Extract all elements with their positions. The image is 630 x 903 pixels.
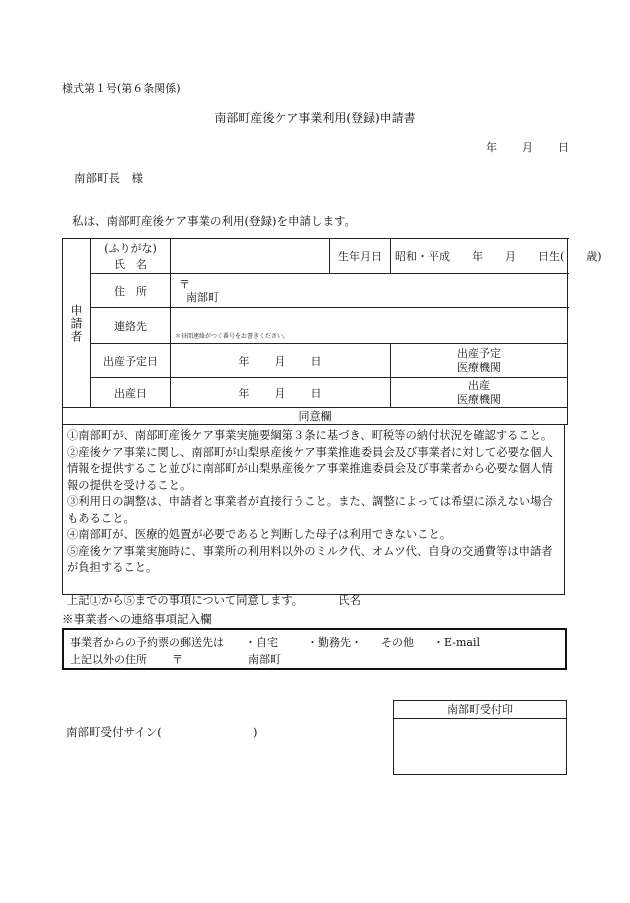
birth-date-field[interactable]: 年 月 日 <box>171 378 391 408</box>
address-label: 住 所 <box>91 274 171 308</box>
postal-mark: 〒 <box>179 277 190 291</box>
dob-field[interactable]: 昭和・平成 年 月 日生( 歳) <box>391 239 568 274</box>
mail-option-other[interactable]: その他 <box>381 636 414 649</box>
mail-destination-line <box>70 634 559 651</box>
form-title: 南部町産後ケア事業利用(登録)申請書 <box>214 111 416 125</box>
consent-header: 同意欄 <box>63 408 568 425</box>
receipt-sign-close: ) <box>253 725 258 739</box>
consent-statement: 上記①から⑤までの事項について同意します。 <box>67 593 304 607</box>
consent-item-2: ②産後ケア事業に関し、南部町が山梨県産後ケア事業推進委員会及び事業者に対して必要な個人情報を提供すること並びに南部町が山梨県産後ケア事業推進委員会及び事業者から必要な個人情報の提供を受けること。 <box>67 445 553 492</box>
receipt-stamp-box <box>393 700 567 775</box>
receipt-stamp-label: 南部町受付印 <box>394 701 566 719</box>
due-hospital-label: 出産予定 医療機関 <box>391 344 568 378</box>
name-label-cell <box>91 239 171 274</box>
consent-box <box>62 425 565 607</box>
receipt-sign <box>66 724 258 740</box>
address-town: 南部町 <box>186 290 219 304</box>
furigana-label: (ふりがな) <box>104 242 157 255</box>
birth-date-label: 出産日 <box>91 378 171 408</box>
name-label: 氏 名 <box>114 258 147 271</box>
consent-item-3: ③利用日の調整は、申請者と事業者が直接行うこと。また、調整によっては希望に添えない場合もあること。 <box>67 495 553 525</box>
consent-agree-line <box>67 593 560 610</box>
dob-label: 生年月日 <box>330 239 391 274</box>
mail-option-email[interactable]: ・E-mail <box>433 636 480 649</box>
mail-line-label: 事業者からの予約票の郵送先は <box>70 636 224 649</box>
contact-section-title: ※事業者への連絡事項記入欄 <box>62 612 212 626</box>
application-date: 年 月 日 <box>486 141 570 154</box>
consent-item-4: ④南部町が、医療的処置が必要であると判断した母子は利用できないこと。 <box>67 528 452 541</box>
contact-field[interactable] <box>171 308 568 344</box>
mail-option-home[interactable]: ・自宅 <box>245 636 278 649</box>
consent-item-1: ①南部町が、南部町産後ケア事業実施要綱第３条に基づき、町税等の納付状況を確認すること。 <box>67 429 553 442</box>
due-date-field[interactable]: 年 月 日 <box>171 344 391 378</box>
applicant-table <box>62 238 602 425</box>
intro-text: 私は、南部町産後ケア事業の利用(登録)を申請します。 <box>72 214 357 228</box>
other-address-label: 上記以外の住所 <box>70 653 147 666</box>
form-number: 様式第１号(第６条関係) <box>62 82 181 95</box>
contact-note: ＊昼間連絡がつく番号をお書きください。 <box>175 333 290 340</box>
birth-hospital-label: 出産 医療機関 <box>391 378 568 408</box>
address-field[interactable] <box>171 274 568 308</box>
name-field[interactable] <box>171 239 330 274</box>
due-date-label: 出産予定日 <box>91 344 171 378</box>
consent-name-label: 氏名 <box>338 593 361 607</box>
contact-label: 連絡先 <box>91 308 171 344</box>
contact-box <box>62 628 567 670</box>
addressee: 南部町長 様 <box>74 171 143 185</box>
other-address-town: 南部町 <box>248 653 281 666</box>
applicant-side-label: 申請者 <box>63 239 91 408</box>
receipt-sign-label: 南部町受付サイン( <box>66 725 162 739</box>
mail-option-work[interactable]: ・勤務先・ <box>307 636 362 649</box>
consent-item-5: ⑤産後ケア事業実施時に、事業所の利用料以外のミルク代、オムツ代、自身の交通費等は申請者が負担すること。 <box>67 544 553 574</box>
other-address-line <box>70 651 559 668</box>
other-address-postal: 〒 <box>172 653 183 666</box>
